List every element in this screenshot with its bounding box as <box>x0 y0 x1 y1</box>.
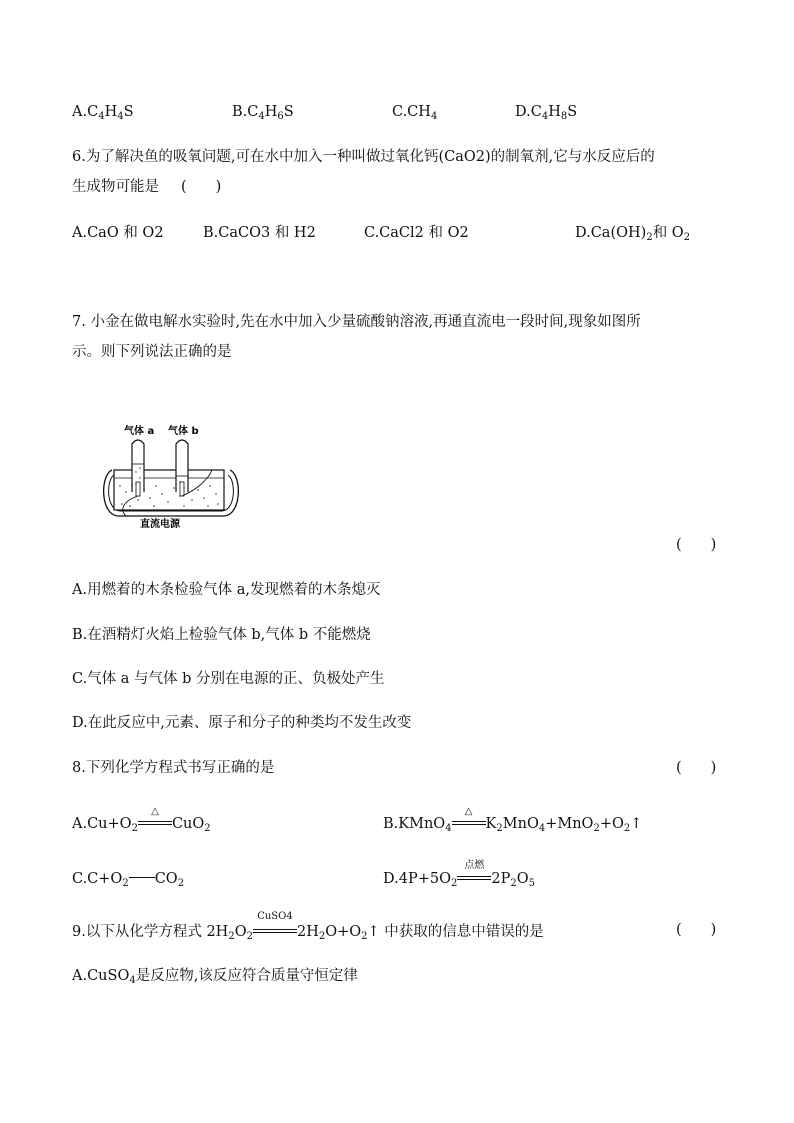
q5-option-d: $D.C_4H_8S$ <box>515 104 578 122</box>
q9-stem: 9.以下从化学方程式 $2H_2O_2$ CuSO4 $2H_2O+O_2↑$ 中获取的信息中错误的是 <box>72 911 544 942</box>
q8-stem: 8.下列化学方程式书写正确的是 <box>72 760 275 776</box>
q6-option-b: B.CaCO3 和 H2 <box>203 225 316 241</box>
q6-option-d: $D.Ca(OH)_2$和 $O_2$ <box>575 225 691 243</box>
q6-stem-text: 生成物可能是 <box>72 179 159 195</box>
equals-sign-ignite: 点燃 <box>457 867 491 885</box>
q7-option-a: A.用燃着的木条检验气体 a,发现燃着的木条熄灭 <box>72 582 381 598</box>
q6-stem-line2 <box>72 177 221 197</box>
q8-answer-paren: ( ) <box>676 760 717 776</box>
q8-option-d: $D.4P+5O_2$ 点燃 $2P_2O_5$ <box>383 860 535 889</box>
equals-sign-heat: △ <box>138 812 172 830</box>
q6-stem-line1: 6.为了解决鱼的吸氧问题,可在水中加入一种叫做过氧化钙(CaO2)的制氧剂,它与水反应后的 <box>72 149 655 165</box>
q5-option-c: $C.CH_4$ <box>392 104 438 122</box>
catalyst-equals-sign: CuSO4 <box>253 920 297 938</box>
q9-option-a: A.CuSO$_4$是反应物,该反应符合质量守恒定律 <box>72 968 358 986</box>
q7-option-d: D.在此反应中,元素、原子和分子的种类均不发生改变 <box>72 715 412 731</box>
q7-option-c: C.气体 a 与气体 b 分别在电源的正、负极处产生 <box>72 671 385 687</box>
q5-option-a: $A.C_4H_4S$ <box>72 104 134 122</box>
q6-option-c: C.CaCl2 和 O2 <box>364 225 469 241</box>
q8-option-c: $C.C+O_2$ $CO_2$ <box>72 867 184 889</box>
q6-option-a: A.CaO 和 O2 <box>72 225 164 241</box>
q8-option-b: B.KMnO$_4$ △ $K_2MnO_4+MnO_2+O_2↑$ <box>383 806 643 834</box>
gas-b-label: 气体 b <box>168 426 199 437</box>
equals-sign-heat: △ <box>452 812 486 830</box>
equals-line <box>129 867 155 885</box>
gas-a-label: 气体 a <box>124 426 155 437</box>
q5-option-b: $B.C_4H_6S$ <box>232 104 294 122</box>
q6-answer-paren: ( ) <box>181 179 222 195</box>
power-source-label: 直流电源 <box>140 519 180 530</box>
electrolysis-apparatus-figure <box>96 420 246 530</box>
q8-option-a: $A.Cu+O_2$ △ CuO$_2$ <box>72 806 211 834</box>
q7-answer-paren: ( ) <box>676 537 717 553</box>
q7-stem-line2: 示。则下列说法正确的是 <box>72 344 232 360</box>
q7-stem-line1: 7. 小金在做电解水实验时,先在水中加入少量硫酸钠溶液,再通直流电一段时间,现象如图所 <box>72 314 641 330</box>
q9-answer-paren: ( ) <box>676 922 717 938</box>
q7-option-b: B.在酒精灯火焰上检验气体 b,气体 b 不能燃烧 <box>72 627 371 643</box>
